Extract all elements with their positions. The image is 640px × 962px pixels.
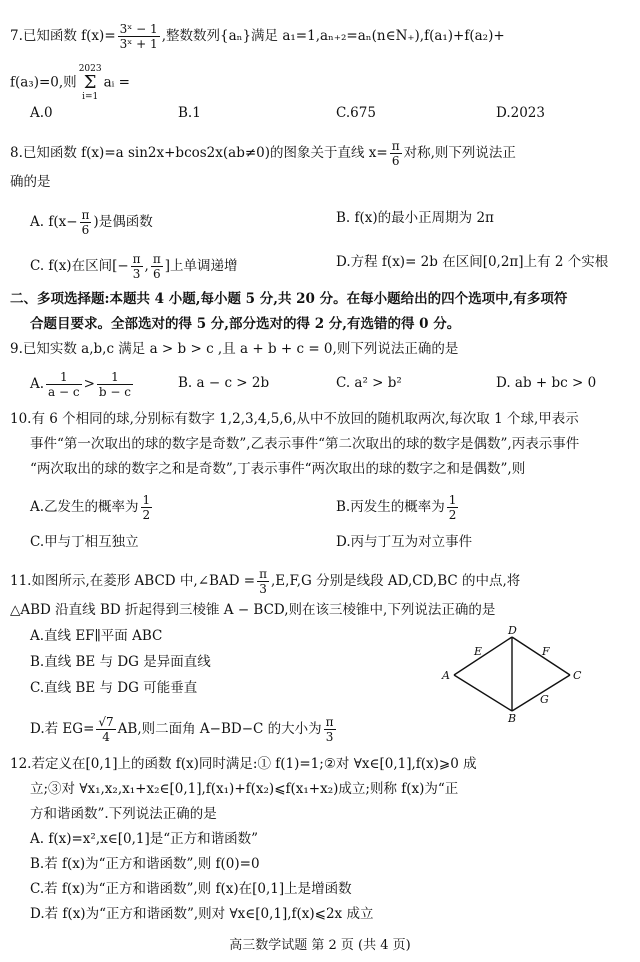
q11-text: 11.如图所示,在菱形 ABCD 中,∠BAD = <box>10 573 256 589</box>
q8-opt-c-frac-1 <box>131 252 143 281</box>
rhombus-diagram <box>436 625 596 725</box>
label-f: F <box>542 645 550 658</box>
q10-opt-a-text: A.乙发生的概率为 <box>30 499 139 515</box>
rhombus-edges <box>454 637 570 711</box>
q9-option-d: D. ab + bc > 0 <box>496 375 597 391</box>
q11-option-d <box>30 715 338 744</box>
q7-frac-num: 3ˣ − 1 <box>119 22 158 36</box>
q7-summation <box>79 64 102 102</box>
label-b: B <box>508 712 517 725</box>
q10-option-a <box>30 493 154 522</box>
q11-option-c: C.直线 BE 与 DG 可能垂直 <box>30 680 198 696</box>
q8-frac-num: π <box>391 139 400 153</box>
q11-fraction <box>257 567 269 596</box>
q8-text-2: 对称,则下列说法正 <box>403 145 516 161</box>
sum-lower: i=1 <box>82 92 99 102</box>
q8-option-b: B. f(x)的最小正周期为 2π <box>336 210 494 226</box>
q7-text-4: aᵢ = <box>103 74 130 91</box>
q8-opt-c-comma: , <box>144 258 149 274</box>
label-a: A <box>442 669 450 682</box>
q11-opt-d-den-1: 4 <box>102 730 110 744</box>
q10-line-2: 事件“第一次取出的球的数字是奇数”,乙表示事件“第二次取出的球的数字是偶数”,丙表示事件 <box>30 436 580 452</box>
q11-opt-d-text-2: AB,则二面角 A−BD−C 的大小为 <box>117 721 322 737</box>
q12-option-a: A. f(x)=x²,x∈[0,1]是“正方和谐函数” <box>30 831 259 847</box>
q11-frac-den: 3 <box>259 582 267 596</box>
q7-text-3: f(a₃)=0,则 <box>10 74 77 91</box>
q8-opt-a-text-2: )是偶函数 <box>93 214 153 230</box>
q7-option-a: A.0 <box>30 105 53 121</box>
q11-opt-d-den-2: 3 <box>325 730 334 744</box>
q8-opt-c-den-1: 3 <box>132 267 141 281</box>
label-e: E <box>474 645 483 658</box>
q9-opt-a-den-2: b − c <box>98 385 132 399</box>
q9-opt-a-label: A. <box>30 376 45 392</box>
q10-opt-b-num: 1 <box>448 493 457 507</box>
q12-option-c: C.若 f(x)为“正方和谐函数”,则 f(x)在[0,1]上是增函数 <box>30 881 352 897</box>
q10-opt-a-fraction <box>141 493 153 522</box>
q7-line-1 <box>10 22 505 51</box>
q8-line-1 <box>10 139 516 168</box>
q12-option-d: D.若 f(x)为“正方和谐函数”,则对 ∀x∈[0,1],f(x)⩽2x 成立 <box>30 906 374 922</box>
label-g: G <box>540 693 549 706</box>
q7-option-d: D.2023 <box>496 105 545 121</box>
label-c: C <box>573 669 582 682</box>
q7-line-2 <box>10 64 130 102</box>
q11-opt-d-frac-2 <box>324 715 336 744</box>
edge-ba <box>454 675 512 711</box>
q8-text: 8.已知函数 f(x)=a sin2x+bcos2x(ab≠0)的图象关于直线 x= <box>10 145 388 161</box>
q11-line-1 <box>10 567 520 596</box>
q11-text-2: ,E,F,G 分别是线段 AD,CD,BC 的中点,将 <box>271 573 521 589</box>
q9-option-a <box>30 370 135 399</box>
q9-opt-a-frac-1 <box>46 370 82 399</box>
q7-fraction <box>118 22 160 51</box>
q8-opt-a-den: 6 <box>81 223 90 237</box>
page-footer: 高三数学试题 第 2 页 (共 4 页) <box>229 938 411 953</box>
q12-line-1: 12.若定义在[0,1]上的函数 f(x)同时满足:① f(1)=1;②对 ∀x∈[0,1],f(x)⩾0 成 <box>10 756 477 772</box>
q10-option-c: C.甲与丁相互独立 <box>30 534 139 550</box>
q9-line-1: 9.已知实数 a,b,c 满足 a > b > c ,且 a + b + c = 0,则下列说法正确的是 <box>10 341 459 357</box>
sum-sigma: Σ <box>83 72 97 93</box>
q9-option-b: B. a − c > 2b <box>178 375 270 391</box>
q7-text-2: ,整数数列{aₙ}满足 a₁=1,aₙ₊₂=aₙ(n∈N₊),f(a₁)+f(a₂)+ <box>161 28 505 44</box>
q11-option-a: A.直线 EF∥平面 ABC <box>30 628 163 644</box>
q10-line-3: “两次取出的球的数字之和是奇数”,丁表示事件“两次取出的球的数字之和是偶数”,则 <box>30 461 526 477</box>
q8-frac-den: 6 <box>391 154 400 168</box>
q11-opt-d-num-1: √7 <box>98 715 114 729</box>
q8-opt-c-text: C. f(x)在区间[− <box>30 258 129 274</box>
q11-frac-num: π <box>259 567 268 581</box>
q7-option-b: B.1 <box>178 105 201 121</box>
section-heading-line-1: 二、多项选择题:本题共 4 小题,每小题 5 分,共 20 分。在每小题给出的四个选项中,有多项符 <box>10 291 568 307</box>
q8-opt-c-text-2: ]上单调递增 <box>164 258 238 274</box>
q9-opt-a-num-1: 1 <box>46 370 82 385</box>
q10-opt-a-den: 2 <box>142 508 151 522</box>
q8-line-2: 确的是 <box>10 174 51 190</box>
q8-fraction <box>390 139 402 168</box>
q8-option-c <box>30 252 238 281</box>
section-heading-line-2: 合题目要求。全部选对的得 5 分,部分选对的得 2 分,有选错的得 0 分。 <box>30 316 461 332</box>
q8-opt-c-den-2: 6 <box>152 267 161 281</box>
q8-opt-c-num-2: π <box>152 252 161 266</box>
q10-opt-b-text: B.丙发生的概率为 <box>336 499 445 515</box>
q8-opt-c-num-1: π <box>132 252 141 266</box>
q10-opt-a-num: 1 <box>142 493 151 507</box>
q10-option-b <box>336 493 460 522</box>
q9-opt-a-frac-2 <box>97 370 133 399</box>
edge-ad <box>454 637 512 675</box>
q9-option-c: C. a² > b² <box>336 375 402 391</box>
q9-opt-a-num-2: 1 <box>97 370 133 385</box>
q11-option-b: B.直线 BE 与 DG 是异面直线 <box>30 654 211 670</box>
q8-opt-a-num: π <box>81 208 90 222</box>
q10-line-1: 10.有 6 个相同的球,分别标有数字 1,2,3,4,5,6,从中不放回的随机取两次,每次取 1 个球,甲表示 <box>10 411 579 427</box>
q8-option-d: D.方程 f(x)= 2b 在区间[0,2π]上有 2 个实根 <box>336 254 609 270</box>
q9-opt-a-den-1: a − c <box>48 385 80 399</box>
q12-option-b: B.若 f(x)为“正方和谐函数”,则 f(0)=0 <box>30 856 260 872</box>
q7-option-c: C.675 <box>336 105 376 121</box>
q10-opt-b-den: 2 <box>448 508 457 522</box>
q8-opt-c-frac-2 <box>151 252 163 281</box>
q11-line-2: △ABD 沿直线 BD 折起得到三棱锥 A − BCD,则在该三棱锥中,下列说法正确的是 <box>10 602 496 618</box>
q7-frac-den: 3ˣ + 1 <box>119 37 158 51</box>
label-d: D <box>508 625 517 637</box>
q11-opt-d-num-2: π <box>325 715 334 729</box>
q9-opt-a-gt: > <box>83 376 95 392</box>
q10-opt-b-fraction <box>447 493 459 522</box>
q7-text: 7.已知函数 f(x)= <box>10 28 116 44</box>
edge-dc <box>512 637 570 675</box>
q8-option-a <box>30 208 153 237</box>
q11-opt-d-text: D.若 EG= <box>30 721 95 737</box>
q11-opt-d-frac-1 <box>96 715 115 744</box>
q8-opt-a-fraction <box>80 208 92 237</box>
sum-upper: 2023 <box>78 64 102 74</box>
q8-opt-a-text: A. f(x− <box>30 214 78 230</box>
q12-line-3: 方和谐函数”.下列说法正确的是 <box>30 806 217 822</box>
q12-line-2: 立;③对 ∀x₁,x₂,x₁+x₂∈[0,1],f(x₁)+f(x₂)⩽f(x₁+x₂)成立;则称 f(x)为“正 <box>30 781 459 797</box>
q10-option-d: D.丙与丁互为对立事件 <box>336 534 473 550</box>
